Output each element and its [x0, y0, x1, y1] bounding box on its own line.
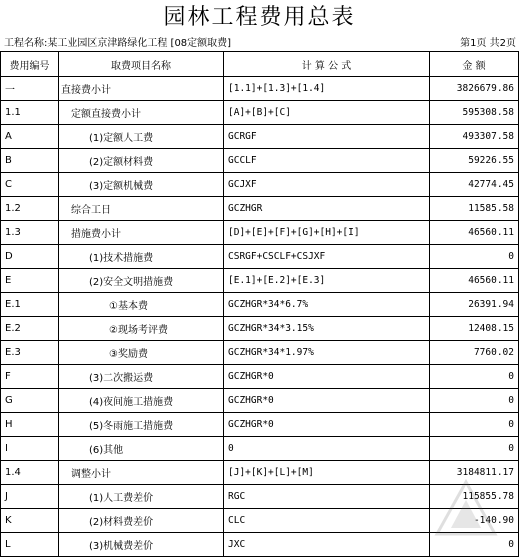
cell-name: 直接费小计: [59, 77, 224, 101]
meta-line: [4, 37, 516, 51]
cell-amount: 59226.55: [430, 149, 519, 173]
cell-amount: 3184811.17: [430, 461, 519, 485]
cell-formula: GCZHGR*34*1.97%: [224, 341, 430, 365]
cell-code: E.3: [1, 341, 59, 365]
table-row: [1, 245, 519, 269]
table-row: [1, 173, 519, 197]
cell-amount: 11585.58: [430, 197, 519, 221]
cell-code: F: [1, 365, 59, 389]
table-row: [1, 389, 519, 413]
header-code: 费用编号: [1, 52, 59, 77]
header-amount: 金 额: [430, 52, 519, 77]
cell-code: D: [1, 245, 59, 269]
cell-name: (2)定额材料费: [59, 149, 224, 173]
table-row: [1, 221, 519, 245]
cell-code: A: [1, 125, 59, 149]
table-row: [1, 77, 519, 101]
cell-amount: 42774.45: [430, 173, 519, 197]
table-row: [1, 365, 519, 389]
cell-amount: 0: [430, 245, 519, 269]
cell-formula: GCZHGR*0: [224, 389, 430, 413]
cell-formula: GCZHGR*0: [224, 413, 430, 437]
header-name: 取费项目名称: [59, 52, 224, 77]
cell-code: K: [1, 509, 59, 533]
cell-formula: GCZHGR: [224, 197, 430, 221]
cell-formula: GCRGF: [224, 125, 430, 149]
cell-name: (1)技术措施费: [59, 245, 224, 269]
cell-code: B: [1, 149, 59, 173]
cell-code: H: [1, 413, 59, 437]
table-row: [1, 197, 519, 221]
cell-formula: [D]+[E]+[F]+[G]+[H]+[I]: [224, 221, 430, 245]
cell-code: 1.2: [1, 197, 59, 221]
cell-formula: 0: [224, 437, 430, 461]
cell-name: ①基本费: [59, 293, 224, 317]
cell-formula: [J]+[K]+[L]+[M]: [224, 461, 430, 485]
cell-name: ②现场考评费: [59, 317, 224, 341]
project-name: 工程名称:某工业园区京津路绿化工程 [08定额取费]: [4, 38, 232, 49]
cell-formula: GCCLF: [224, 149, 430, 173]
cell-name: 定额直接费小计: [59, 101, 224, 125]
cell-name: (4)夜间施工措施费: [59, 389, 224, 413]
cell-code: E.1: [1, 293, 59, 317]
cell-formula: RGC: [224, 485, 430, 509]
watermark-logo-icon: [431, 476, 501, 546]
cell-name: (3)二次搬运费: [59, 365, 224, 389]
cell-amount: 595308.58: [430, 101, 519, 125]
table-row: [1, 317, 519, 341]
cell-amount: 3826679.86: [430, 77, 519, 101]
header-formula: 计 算 公 式: [224, 52, 430, 77]
cell-name: (1)定额人工费: [59, 125, 224, 149]
cell-name: 综合工日: [59, 197, 224, 221]
table-row: [1, 269, 519, 293]
cell-code: 1.4: [1, 461, 59, 485]
cell-code: I: [1, 437, 59, 461]
cell-name: (3)定额机械费: [59, 173, 224, 197]
cell-amount: 26391.94: [430, 293, 519, 317]
cell-name: (5)冬雨施工措施费: [59, 413, 224, 437]
cell-formula: CLC: [224, 509, 430, 533]
cell-amount: 0: [430, 533, 519, 557]
table-header-row: [1, 52, 519, 77]
cell-amount: 7760.02: [430, 341, 519, 365]
cell-amount: 0: [430, 365, 519, 389]
cell-code: 一: [1, 77, 59, 101]
cell-formula: CSRGF+CSCLF+CSJXF: [224, 245, 430, 269]
table-row: [1, 413, 519, 437]
cell-name: ③奖励费: [59, 341, 224, 365]
table-row: [1, 125, 519, 149]
table-row: [1, 149, 519, 173]
cell-formula: JXC: [224, 533, 430, 557]
cell-formula: GCJXF: [224, 173, 430, 197]
cell-code: E.2: [1, 317, 59, 341]
cell-formula: [A]+[B]+[C]: [224, 101, 430, 125]
cell-name: (2)安全文明措施费: [59, 269, 224, 293]
cell-name: 调整小计: [59, 461, 224, 485]
table-row: [1, 437, 519, 461]
cell-amount: 0: [430, 389, 519, 413]
cell-amount: 46560.11: [430, 221, 519, 245]
cell-code: 1.1: [1, 101, 59, 125]
cell-code: E: [1, 269, 59, 293]
table-row: [1, 341, 519, 365]
cell-formula: [1.1]+[1.3]+[1.4]: [224, 77, 430, 101]
cell-amount: 46560.11: [430, 269, 519, 293]
cell-name: (1)人工费差价: [59, 485, 224, 509]
cell-amount: 115855.78: [430, 485, 519, 509]
cell-amount: 0: [430, 437, 519, 461]
cell-code: C: [1, 173, 59, 197]
cell-amount: -140.90: [430, 509, 519, 533]
cell-code: G: [1, 389, 59, 413]
cell-formula: GCZHGR*0: [224, 365, 430, 389]
table-row: [1, 101, 519, 125]
cell-name: 措施费小计: [59, 221, 224, 245]
cell-formula: GCZHGR*34*6.7%: [224, 293, 430, 317]
cell-code: J: [1, 485, 59, 509]
cell-amount: 12408.15: [430, 317, 519, 341]
cell-amount: 493307.58: [430, 125, 519, 149]
page-title: 园林工程费用总表: [163, 5, 356, 30]
cell-formula: [E.1]+[E.2]+[E.3]: [224, 269, 430, 293]
cell-name: (6)其他: [59, 437, 224, 461]
cell-amount: 0: [430, 413, 519, 437]
cell-name: (3)机械费差价: [59, 533, 224, 557]
table-row: [1, 293, 519, 317]
cell-formula: GCZHGR*34*3.15%: [224, 317, 430, 341]
cell-name: (2)材料费差价: [59, 509, 224, 533]
cell-code: L: [1, 533, 59, 557]
page-info: 第1页 共2页: [460, 38, 516, 49]
cell-code: 1.3: [1, 221, 59, 245]
